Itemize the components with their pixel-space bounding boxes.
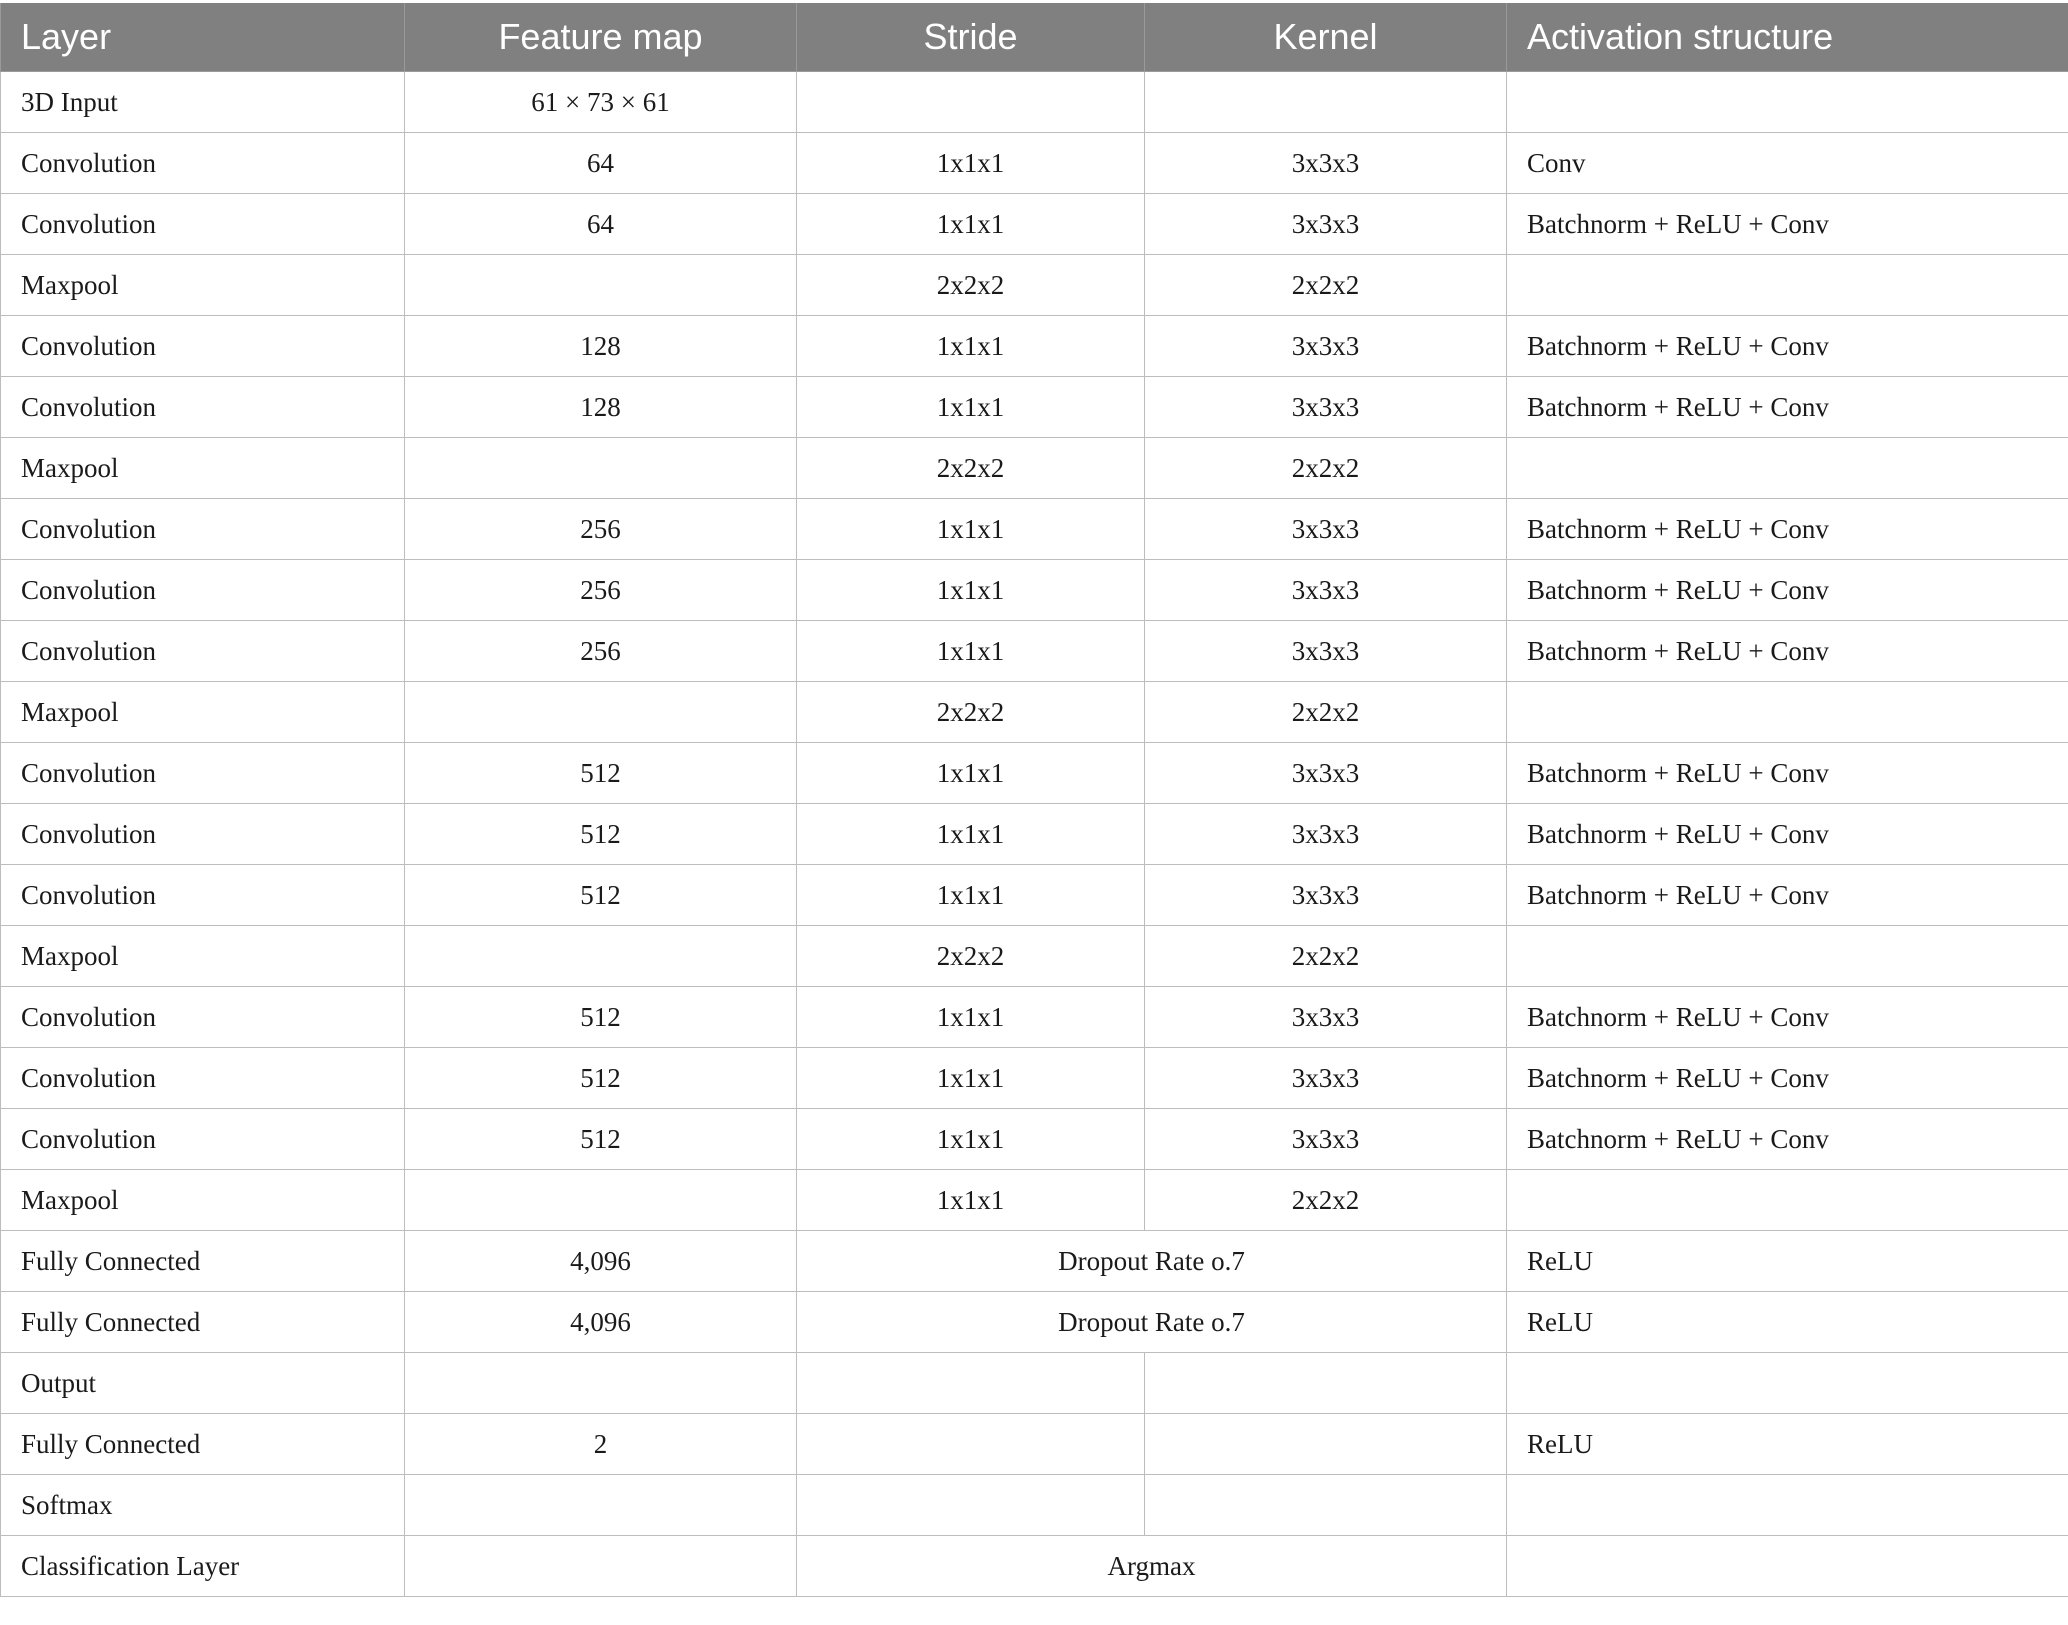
cell-kernel: 3x3x3 <box>1145 499 1507 560</box>
cell-activation: ReLU <box>1507 1414 2068 1475</box>
cell-kernel: 2x2x2 <box>1145 255 1507 316</box>
cell-kernel: 3x3x3 <box>1145 804 1507 865</box>
table-row <box>1 194 2068 255</box>
cell-feature-map: 512 <box>405 743 797 804</box>
cell-kernel: 2x2x2 <box>1145 926 1507 987</box>
header-row <box>1 3 2068 72</box>
table-header <box>1 3 2068 72</box>
cell-feature-map: 256 <box>405 621 797 682</box>
table-row <box>1 1353 2068 1414</box>
cell-feature-map: 128 <box>405 316 797 377</box>
table-row <box>1 682 2068 743</box>
cell-layer: Output <box>1 1353 405 1414</box>
cell-activation: Batchnorm + ReLU + Conv <box>1507 987 2068 1048</box>
cell-stride: 1x1x1 <box>797 316 1145 377</box>
cell-feature-map <box>405 1536 797 1597</box>
cell-activation <box>1507 1475 2068 1536</box>
cell-kernel: 3x3x3 <box>1145 865 1507 926</box>
cell-feature-map <box>405 438 797 499</box>
cell-layer: Maxpool <box>1 1170 405 1231</box>
cell-activation: Batchnorm + ReLU + Conv <box>1507 560 2068 621</box>
cell-activation: Batchnorm + ReLU + Conv <box>1507 865 2068 926</box>
cell-kernel: 3x3x3 <box>1145 560 1507 621</box>
cell-kernel <box>1145 72 1507 133</box>
cell-activation: Batchnorm + ReLU + Conv <box>1507 316 2068 377</box>
cell-stride <box>797 1414 1145 1475</box>
cell-kernel <box>1145 1414 1507 1475</box>
table-row <box>1 926 2068 987</box>
cell-layer: Convolution <box>1 194 405 255</box>
cell-layer: Convolution <box>1 804 405 865</box>
cell-kernel: 2x2x2 <box>1145 682 1507 743</box>
cell-activation <box>1507 72 2068 133</box>
cell-feature-map <box>405 926 797 987</box>
cell-stride: 1x1x1 <box>797 133 1145 194</box>
cell-kernel: 3x3x3 <box>1145 1109 1507 1170</box>
table-row <box>1 377 2068 438</box>
cell-feature-map: 512 <box>405 1048 797 1109</box>
table-row <box>1 987 2068 1048</box>
cell-feature-map <box>405 255 797 316</box>
cell-stride: 1x1x1 <box>797 560 1145 621</box>
cell-layer: Classification Layer <box>1 1536 405 1597</box>
table-row <box>1 255 2068 316</box>
cell-kernel: 3x3x3 <box>1145 621 1507 682</box>
cell-stride: 2x2x2 <box>797 255 1145 316</box>
cell-stride: 1x1x1 <box>797 987 1145 1048</box>
cell-kernel: 3x3x3 <box>1145 133 1507 194</box>
table-row <box>1 438 2068 499</box>
cell-feature-map <box>405 682 797 743</box>
cell-activation: Batchnorm + ReLU + Conv <box>1507 1048 2068 1109</box>
cell-activation <box>1507 255 2068 316</box>
cell-kernel: 3x3x3 <box>1145 316 1507 377</box>
cell-layer: Convolution <box>1 133 405 194</box>
cell-kernel: 3x3x3 <box>1145 1048 1507 1109</box>
cell-layer: 3D Input <box>1 72 405 133</box>
cell-layer: Maxpool <box>1 255 405 316</box>
cell-layer: Convolution <box>1 316 405 377</box>
table-row <box>1 621 2068 682</box>
header-activation-structure: Activation structure <box>1507 3 2068 72</box>
cell-layer: Fully Connected <box>1 1231 405 1292</box>
cell-stride: 2x2x2 <box>797 926 1145 987</box>
cell-kernel: 2x2x2 <box>1145 438 1507 499</box>
header-layer: Layer <box>1 3 405 72</box>
cell-activation: Batchnorm + ReLU + Conv <box>1507 1109 2068 1170</box>
header-stride: Stride <box>797 3 1145 72</box>
cell-activation: Batchnorm + ReLU + Conv <box>1507 377 2068 438</box>
cell-activation <box>1507 682 2068 743</box>
cell-feature-map: 2 <box>405 1414 797 1475</box>
cell-feature-map: 4,096 <box>405 1292 797 1353</box>
cell-kernel: 3x3x3 <box>1145 194 1507 255</box>
cell-kernel: 3x3x3 <box>1145 377 1507 438</box>
table-container <box>0 3 2068 1597</box>
cell-layer: Convolution <box>1 1048 405 1109</box>
cell-stride: 1x1x1 <box>797 377 1145 438</box>
cell-activation <box>1507 1170 2068 1231</box>
cell-activation <box>1507 926 2068 987</box>
cell-feature-map: 64 <box>405 194 797 255</box>
cell-kernel: 2x2x2 <box>1145 1170 1507 1231</box>
cell-feature-map <box>405 1170 797 1231</box>
cell-stride: 2x2x2 <box>797 438 1145 499</box>
cell-layer: Convolution <box>1 377 405 438</box>
cell-layer: Fully Connected <box>1 1292 405 1353</box>
cell-stride: 1x1x1 <box>797 1109 1145 1170</box>
cell-activation: Batchnorm + ReLU + Conv <box>1507 743 2068 804</box>
table-row <box>1 865 2068 926</box>
cell-activation: ReLU <box>1507 1231 2068 1292</box>
table-row <box>1 1292 2068 1353</box>
table-row <box>1 133 2068 194</box>
cell-stride: 1x1x1 <box>797 499 1145 560</box>
cell-feature-map: 4,096 <box>405 1231 797 1292</box>
cell-activation <box>1507 1353 2068 1414</box>
cell-layer: Convolution <box>1 987 405 1048</box>
cell-stride: 2x2x2 <box>797 682 1145 743</box>
table-row <box>1 1170 2068 1231</box>
cell-layer: Convolution <box>1 865 405 926</box>
cell-stride <box>797 72 1145 133</box>
cell-feature-map: 256 <box>405 560 797 621</box>
cell-layer: Convolution <box>1 621 405 682</box>
cell-layer: Convolution <box>1 499 405 560</box>
cell-stride: 1x1x1 <box>797 804 1145 865</box>
cell-kernel <box>1145 1353 1507 1414</box>
cell-stride: 1x1x1 <box>797 1048 1145 1109</box>
table-row <box>1 1231 2068 1292</box>
table-row <box>1 1475 2068 1536</box>
cell-layer: Convolution <box>1 1109 405 1170</box>
cell-feature-map <box>405 1353 797 1414</box>
cell-activation: Conv <box>1507 133 2068 194</box>
cell-layer: Convolution <box>1 743 405 804</box>
cell-feature-map: 512 <box>405 1109 797 1170</box>
cell-dropout-rate: Dropout Rate o.7 <box>797 1292 1507 1353</box>
cell-layer: Convolution <box>1 560 405 621</box>
cell-layer: Maxpool <box>1 926 405 987</box>
cell-feature-map: 512 <box>405 987 797 1048</box>
cell-stride <box>797 1353 1145 1414</box>
header-feature-map: Feature map <box>405 3 797 72</box>
cell-layer: Softmax <box>1 1475 405 1536</box>
cell-activation <box>1507 1536 2068 1597</box>
cell-feature-map: 512 <box>405 865 797 926</box>
table-row <box>1 1414 2068 1475</box>
cell-stride: 1x1x1 <box>797 865 1145 926</box>
table-row <box>1 1109 2068 1170</box>
cell-activation: Batchnorm + ReLU + Conv <box>1507 804 2068 865</box>
cell-kernel: 3x3x3 <box>1145 987 1507 1048</box>
table-row <box>1 499 2068 560</box>
table-row <box>1 1048 2068 1109</box>
cell-activation: Batchnorm + ReLU + Conv <box>1507 499 2068 560</box>
table-body <box>1 72 2068 1597</box>
cell-stride: 1x1x1 <box>797 1170 1145 1231</box>
cell-stride: 1x1x1 <box>797 194 1145 255</box>
cell-stride: 1x1x1 <box>797 743 1145 804</box>
table-row <box>1 316 2068 377</box>
cell-layer: Maxpool <box>1 682 405 743</box>
cell-activation <box>1507 438 2068 499</box>
cell-dropout-rate: Dropout Rate o.7 <box>797 1231 1507 1292</box>
cell-layer: Maxpool <box>1 438 405 499</box>
cell-feature-map: 61 × 73 × 61 <box>405 72 797 133</box>
cell-feature-map: 512 <box>405 804 797 865</box>
table-row <box>1 1536 2068 1597</box>
network-architecture-table <box>0 3 2068 1597</box>
cell-feature-map: 128 <box>405 377 797 438</box>
cell-activation: Batchnorm + ReLU + Conv <box>1507 621 2068 682</box>
cell-stride: 1x1x1 <box>797 621 1145 682</box>
header-kernel: Kernel <box>1145 3 1507 72</box>
cell-activation: ReLU <box>1507 1292 2068 1353</box>
cell-activation: Batchnorm + ReLU + Conv <box>1507 194 2068 255</box>
table-row <box>1 560 2068 621</box>
cell-feature-map <box>405 1475 797 1536</box>
cell-stride <box>797 1475 1145 1536</box>
cell-kernel: 3x3x3 <box>1145 743 1507 804</box>
cell-feature-map: 64 <box>405 133 797 194</box>
table-row <box>1 72 2068 133</box>
cell-argmax: Argmax <box>797 1536 1507 1597</box>
cell-kernel <box>1145 1475 1507 1536</box>
cell-layer: Fully Connected <box>1 1414 405 1475</box>
table-row <box>1 804 2068 865</box>
table-row <box>1 743 2068 804</box>
cell-feature-map: 256 <box>405 499 797 560</box>
